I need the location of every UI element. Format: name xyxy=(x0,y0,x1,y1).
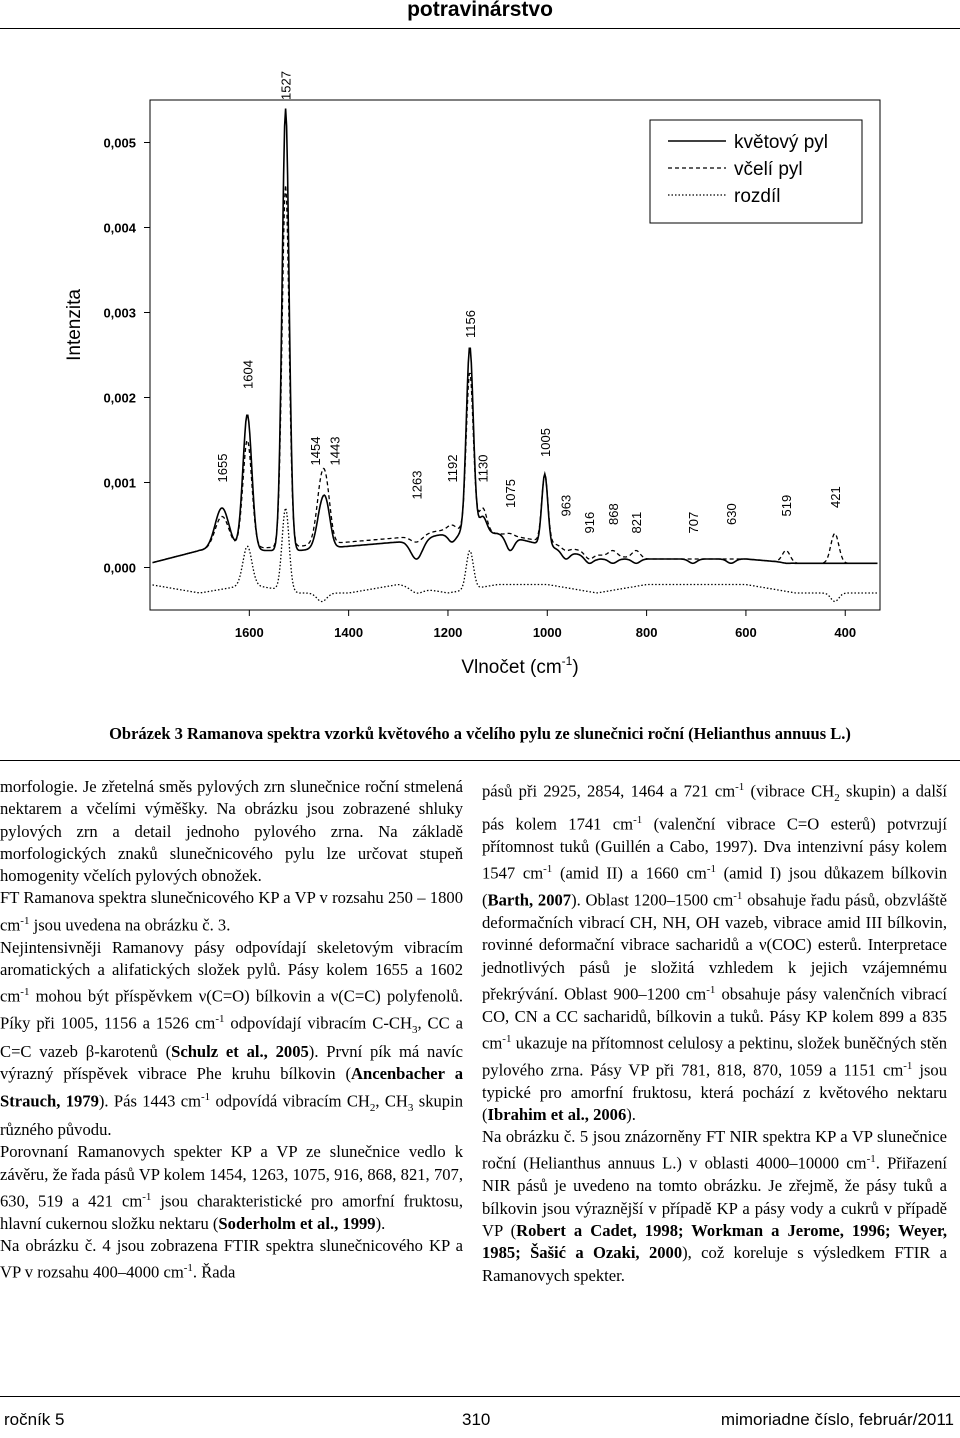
citation: Barth, 2007 xyxy=(487,890,572,910)
citation: Soderholm et al., 1999 xyxy=(218,1213,376,1233)
peak-label: 630 xyxy=(724,503,740,525)
header-rule xyxy=(0,28,960,29)
x-tick-label: 600 xyxy=(735,625,757,640)
peak-label: 1604 xyxy=(240,360,256,389)
peak-label: 707 xyxy=(685,511,701,534)
y-axis-label: Intenzita xyxy=(64,289,85,361)
x-tick-label: 1200 xyxy=(433,625,463,640)
peak-label: 421 xyxy=(827,486,843,508)
peak-label: 519 xyxy=(779,494,795,517)
peak-label: 1130 xyxy=(475,454,491,483)
footer-rule xyxy=(0,1396,960,1397)
peak-label: 1192 xyxy=(444,454,460,483)
peak-label: 1005 xyxy=(537,428,553,457)
x-tick-label: 1600 xyxy=(234,625,264,640)
right-paragraph-2: Na obrázku č. 5 jsou znázorněny FT NIR spektra KP a VP slunečnice roční (Helianthus annuus L.) v oblasti 4000–10000 $cm^{-1}$. Přiřazení NIR pásů je uvedeno na tomto obrázku. Je zřejmě, že pásy tuků a bílkovin jsou výraznější v případě KP a pásy vody a cukrů v případě VP (Robert a Cadet, 1998; Workman a Jerome, 1996; Weyer, 1985; Šašić a Ozaki, 2000), což koreluje s výsledkem FTIR a Ramanovych spekter. xyxy=(482,1127,948,1285)
footer-volume: ročník 5 xyxy=(4,1410,65,1429)
y-tick-label: 0,001 xyxy=(103,475,136,491)
left-paragraph-1: morfologie. Je zřetelná směs pylových zrn slunečnice roční stmelená nektarem a včelími výměšky. Na obrázku jsou zobrazené shluky pylových zrn a detail jednoho pylového zrna. Na základě morfologických znaků slunečnicového pylu lze určovat stupeň homogenity včelích pylových obnožek. xyxy=(0,777,463,886)
peak-label: 1443 xyxy=(327,436,343,466)
left-paragraph-2: FT Ramanova spektra slunečnicového KP a VP v rozsahu 250 – 1800 $cm^{-1}$ jsou uvedena na obrázku č. 3. xyxy=(0,888,463,935)
right-paragraph-1: pásů při 2925, 2854, 1464 a 721 $cm^{-1}$ (vibrace $CH_2$ skupin) a další pás kolem 1741 $cm^{-1}$ (valenční vibrace C=O esterů) potvrzují přítomnost tuků (Guillén a Cabo, 1997). Dva intenzivní pásy kolem 1547 $cm^{-1}$ (amid II) a 1660 $cm^{-1}$ (amid I) jsou důkazem bílkovin (Barth, 2007). Oblast 1200–1500 $cm^{-1}$ obsahuje řadu pásů, obzvláště deformačních vibrací CH, NH, OH vazeb, vibrace amid III bílkovin, rovinné deformační vibrace sacharidů a ν(COC) esterů. Interpretace jednotlivých pásů je složitá vzhledem k jejich vzájemnému překrývání. Oblast 900–1200 $cm^{-1}$ obsahuje pásy valenčních vibrací CO, CN a CC sacharidů, bílkovin a tuků. Pásy KP kolem 899 a 835 $cm^{-1}$ ukazuje na přítomnost celulosy a pektinu, složek buněčných stěn pylového zrna. Pásy VP při 781, 818, 870, 1059 a 1151 $cm^{-1}$ jsou typické pro amorfní fruktosu, která pochází z květového nektaru (Ibrahim et al., 2006). xyxy=(482,781,948,1124)
raman-spectrum-chart xyxy=(0,71,960,680)
footer-page-number: 310 xyxy=(462,1410,491,1429)
y-tick-label: 0,002 xyxy=(103,390,136,406)
y-tick-label: 0,004 xyxy=(103,220,136,236)
peak-label: 963 xyxy=(558,494,574,517)
peak-label: 916 xyxy=(581,511,597,534)
legend-label: včelí pyl xyxy=(734,159,803,180)
citation: Ancenbacher a Strauch, 1979 xyxy=(0,1064,463,1111)
x-tick-label: 800 xyxy=(635,625,658,640)
peak-label: 868 xyxy=(605,503,621,525)
x-tick-label: 400 xyxy=(834,625,857,640)
left-paragraph-3: Nejintensivněji Ramanovy pásy odpovídají skeletovým vibracím aromatických a alifatických složek pylů. Pásy kolem 1655 a 1602 $cm^{-1}$ mohou být příspěvkem ν(C=O) bílkovin a ν(C=C) polyfenolů. Píky při 1005, 1156 a 1526 $cm^{-1}$ odpovídají vibracím $C-CH_3$, CC a C=C vazeb β-karotenů (Schulz et al., 2005). První pík má navíc výrazný příspěvek vibrace Phe kruhu bílkovin (Ancenbacher a Strauch, 1979). Pás 1443 $cm^{-1}$ odpovídá vibracím $CH_2$, $CH_3$ skupin různého původu. xyxy=(0,937,463,1139)
left-paragraph-4: Porovnaní Ramanovych spekter KP a VP ze slunečnice vedlo k závěru, že řada pásů VP kolem 1454, 1263, 1075, 916, 868, 821, 707, 630, 519 a 421 $cm^{-1}$ jsou charakteristické pro amorfní fruktosu, hlavní cukernou složku nektaru (Soderholm et al., 1999). xyxy=(0,1142,463,1233)
peak-label: 1263 xyxy=(409,470,425,500)
citation: Ibrahim et al., 2006 xyxy=(487,1104,627,1124)
figure-caption: Obrázek 3 Ramanova spektra vzorků květového a včelího pylu ze slunečnici roční (Helianthus annuus L.) xyxy=(109,724,851,743)
y-tick-label: 0,005 xyxy=(103,135,136,151)
peak-label: 1527 xyxy=(278,71,294,100)
peak-label: 1454 xyxy=(307,436,323,466)
y-tick-label: 0,003 xyxy=(103,305,136,321)
chart-legend xyxy=(650,120,862,223)
legend-label: rozdíl xyxy=(734,186,781,207)
caption-rule xyxy=(0,760,960,761)
peak-label: 1156 xyxy=(462,310,478,338)
footer-issue: mimoriadne číslo, február/2011 xyxy=(720,1410,954,1429)
citation: Robert a Cadet, 1998; Workman a Jerome, 1996; Weyer, 1985; Šašić a Ozaki, 2000 xyxy=(482,1220,947,1263)
x-axis-label: Vlnočet $(cm^{-1})$ xyxy=(461,654,579,678)
peak-label: 1655 xyxy=(215,453,231,483)
peak-label: 821 xyxy=(629,511,645,534)
left-column xyxy=(0,776,463,1284)
page-header: potravinárstvo xyxy=(407,0,553,21)
citation: Schulz et al., 2005 xyxy=(171,1042,309,1062)
left-paragraph-5: Na obrázku č. 4 jsou zobrazena FTIR spektra slunečnicového KP a VP v rozsahu 400–4000 $cm^{-1}$. Řada xyxy=(0,1235,463,1282)
legend-label: květový pyl xyxy=(734,132,828,153)
x-tick-label: 1000 xyxy=(532,625,562,640)
series-line xyxy=(153,508,878,602)
x-tick-label: 1400 xyxy=(334,625,364,640)
right-column xyxy=(482,776,947,1287)
peak-label: 1075 xyxy=(503,479,519,508)
y-tick-label: 0,000 xyxy=(103,560,136,576)
